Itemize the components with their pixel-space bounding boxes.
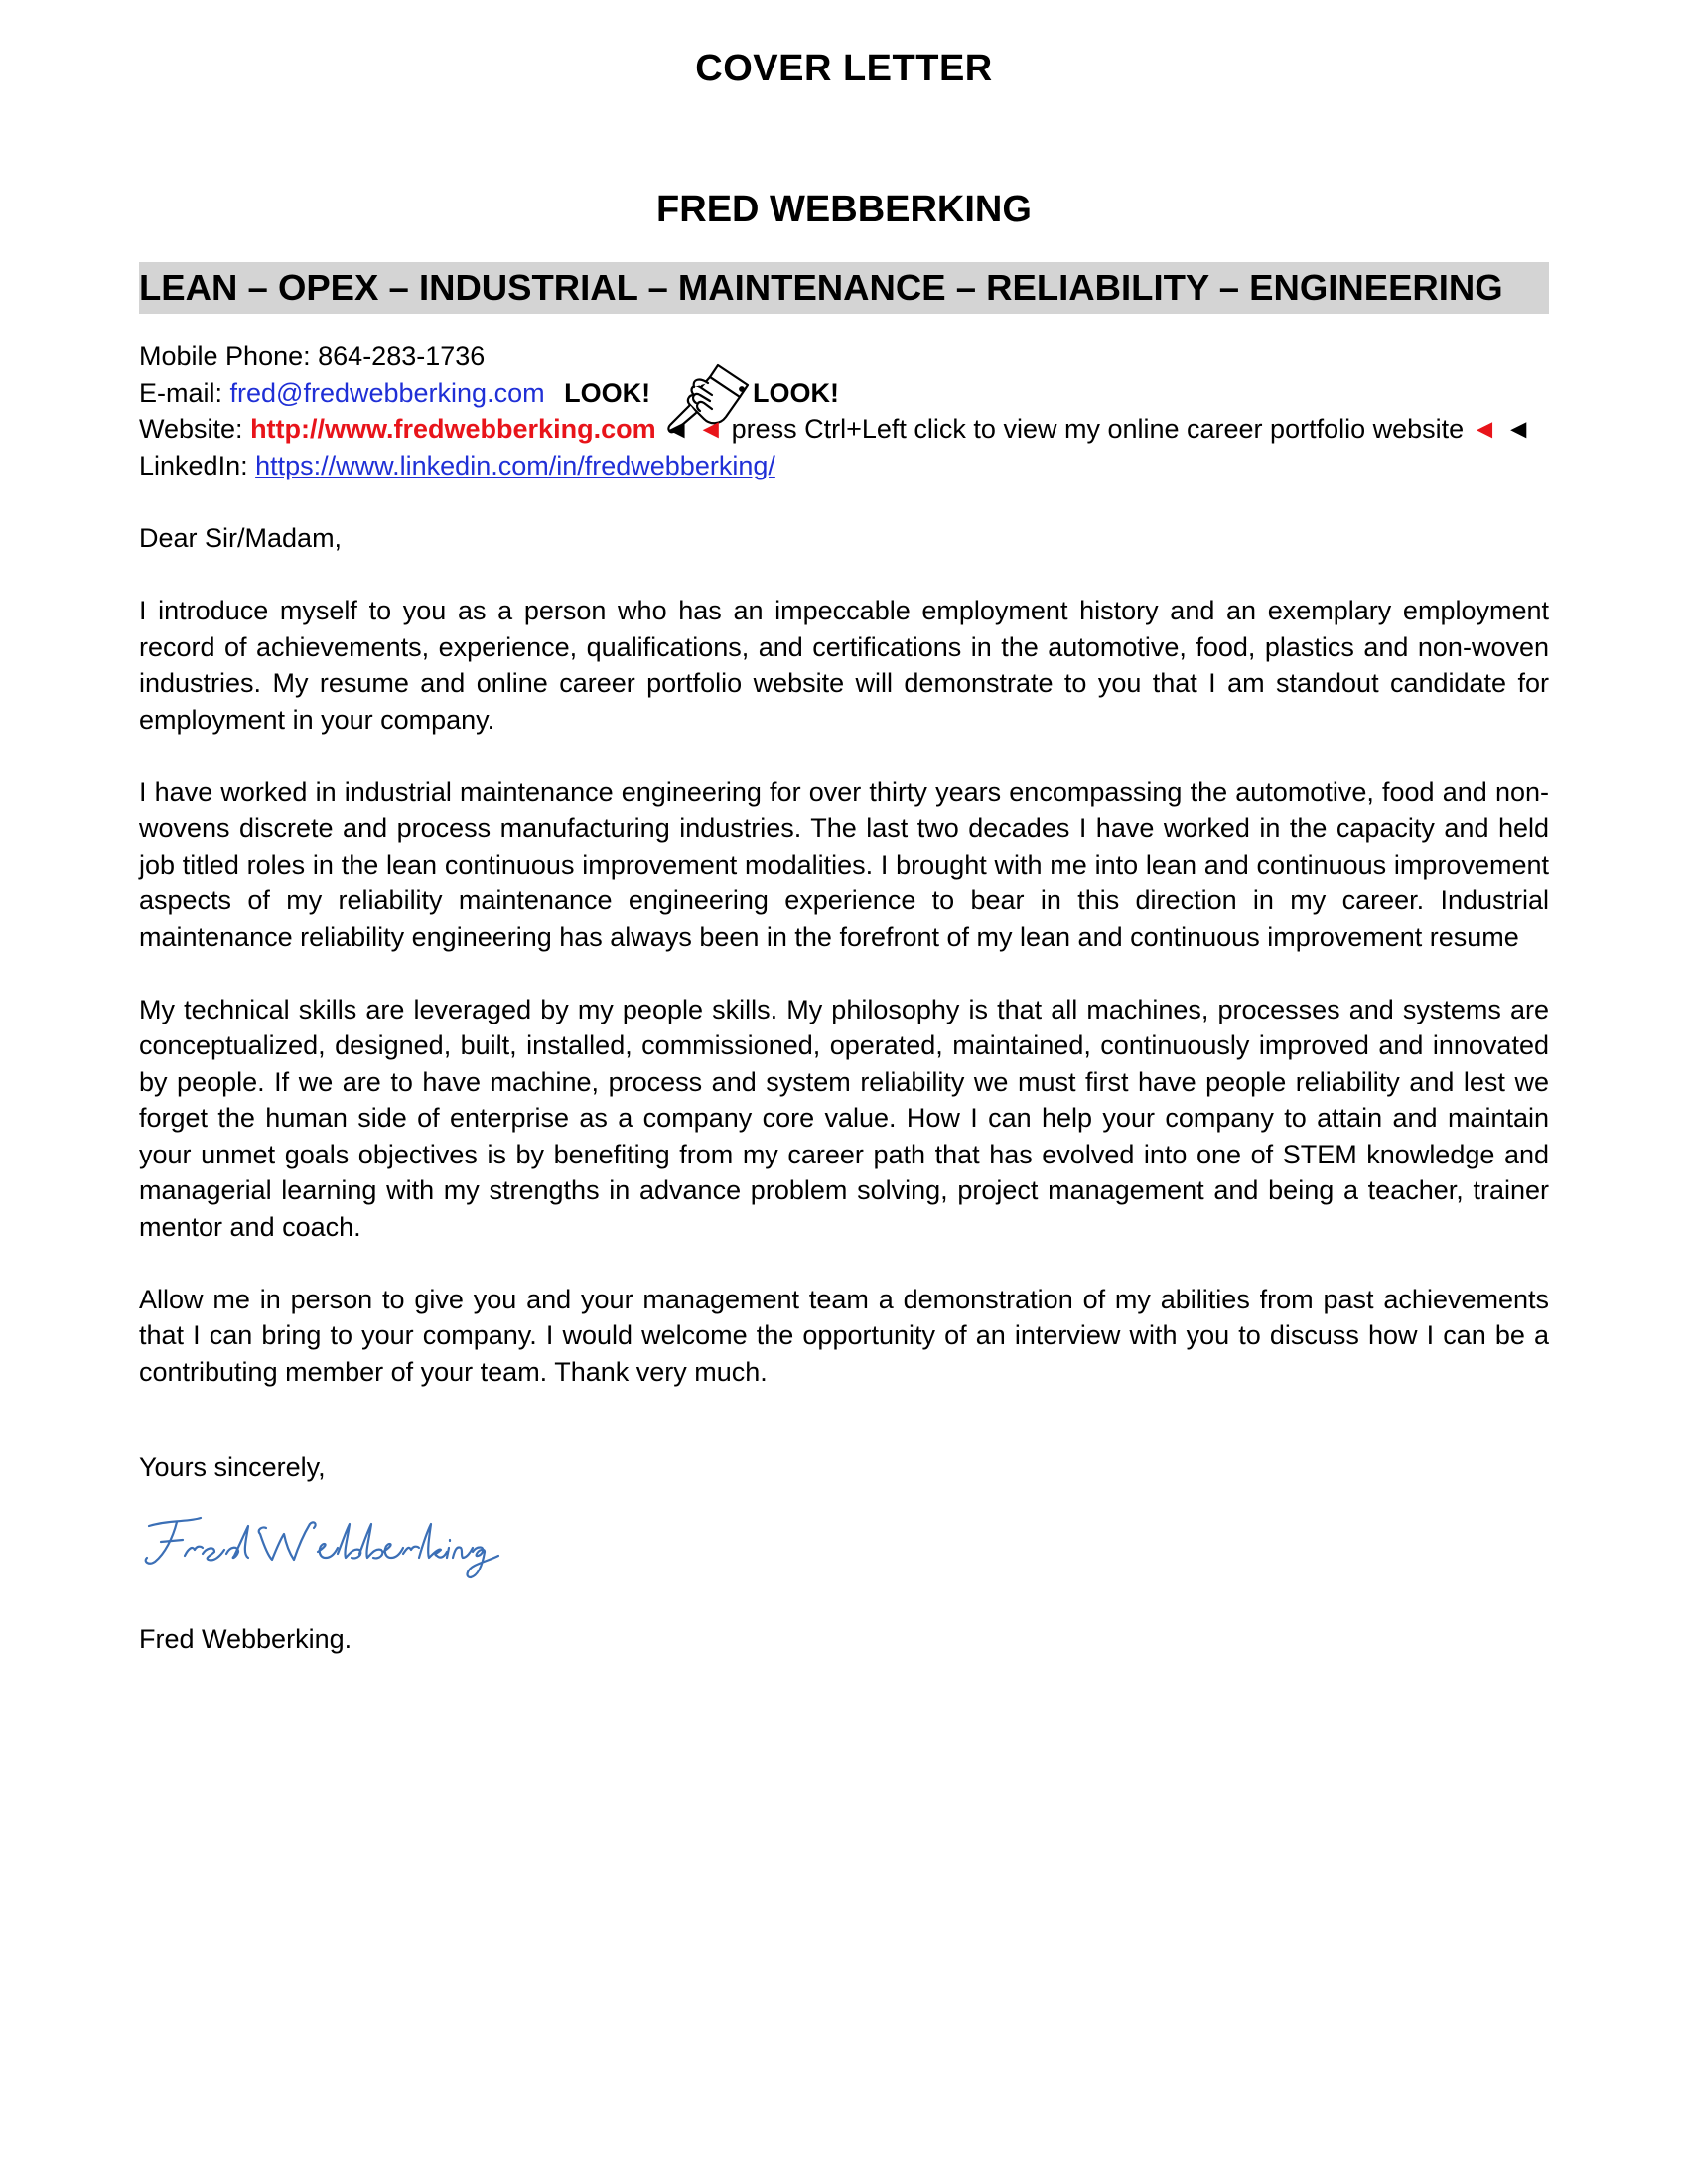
signed-name: Fred Webberking.	[139, 1624, 352, 1654]
phone-value: 864-283-1736	[318, 341, 486, 371]
arrow-left-icon: ◄	[1504, 414, 1532, 444]
look-label-left: LOOK!	[564, 377, 651, 408]
linkedin-line	[139, 448, 1569, 484]
email-link[interactable]: fred@fredwebberking.com	[229, 377, 545, 408]
phone-line	[139, 339, 1569, 375]
arrow-left-icon: ◄	[1471, 414, 1498, 444]
email-line	[139, 375, 1569, 412]
arrow-left-icon: ◄	[663, 414, 690, 444]
letter-body	[139, 593, 1549, 1427]
specialty-tagline: LEAN – OPEX – INDUSTRIAL – MAINTENANCE – RELIABILITY – ENGINEERING	[139, 262, 1549, 314]
linkedin-link[interactable]: https://www.linkedin.com/in/fredwebberking/	[255, 450, 775, 480]
applicant-name-heading: FRED WEBBERKING	[656, 189, 1032, 230]
phone-label: Mobile Phone:	[139, 341, 311, 371]
closing-salutation: Yours sincerely,	[139, 1452, 326, 1482]
email-label: E-mail:	[139, 377, 223, 408]
linkedin-label: LinkedIn:	[139, 450, 248, 480]
document-title: COVER LETTER	[695, 48, 993, 89]
website-line	[139, 411, 1569, 448]
look-label-right: LOOK!	[753, 377, 839, 408]
website-label: Website:	[139, 414, 243, 444]
handwritten-signature	[139, 1504, 516, 1583]
paragraph: Allow me in person to give you and your management team a demonstration of my abilities from past achievements that I can bring to your company. I would welcome the opportunity of an interview with you to discuss how I can be a contributing member of your team. Thank very much.	[139, 1284, 1549, 1387]
website-link[interactable]: http://www.fredwebberking.com	[250, 414, 656, 444]
paragraph: I introduce myself to you as a person who has an impeccable employment history and an exemplary employment record of achievements, experience, qualifications, and certifications in the automotive, food, plastics and non-woven industries. My resume and online career portfolio website will demonstrate to you that I am standout candidate for employment in your company.	[139, 596, 1549, 735]
website-note: press Ctrl+Left click to view my online career portfolio website	[731, 414, 1465, 444]
contact-block	[139, 339, 1569, 483]
paragraph: I have worked in industrial maintenance engineering for over thirty years encompassing the automotive, food and non-wovens discrete and process manufacturing industries. The last two decades I have worked in the capacity and held job titled roles in the lean continuous improvement modalities. I brought with me into lean and continuous improvement aspects of my reliability maintenance engineering experience to bear in this direction in my career. Industrial maintenance reliability engineering has always been in the forefront of my lean and continuous improvement resume	[139, 776, 1549, 952]
greeting: Dear Sir/Madam,	[139, 523, 343, 553]
arrow-left-icon: ◄	[697, 414, 725, 444]
paragraph: My technical skills are leveraged by my people skills. My philosophy is that all machines, processes and systems are conceptualized, designed, built, installed, commissioned, operated, maintained, continuously improved and innovated by people. If we are to have machine, process and system reliability we must first have people reliability and lest we forget the human side of enterprise as a company core value. How I can help your company to attain and maintain your unmet goals objectives is by benefiting from my career path that has evolved into one of STEM knowledge and managerial learning with my strengths in advance problem solving, project management and being a teacher, trainer mentor and coach.	[139, 994, 1549, 1242]
